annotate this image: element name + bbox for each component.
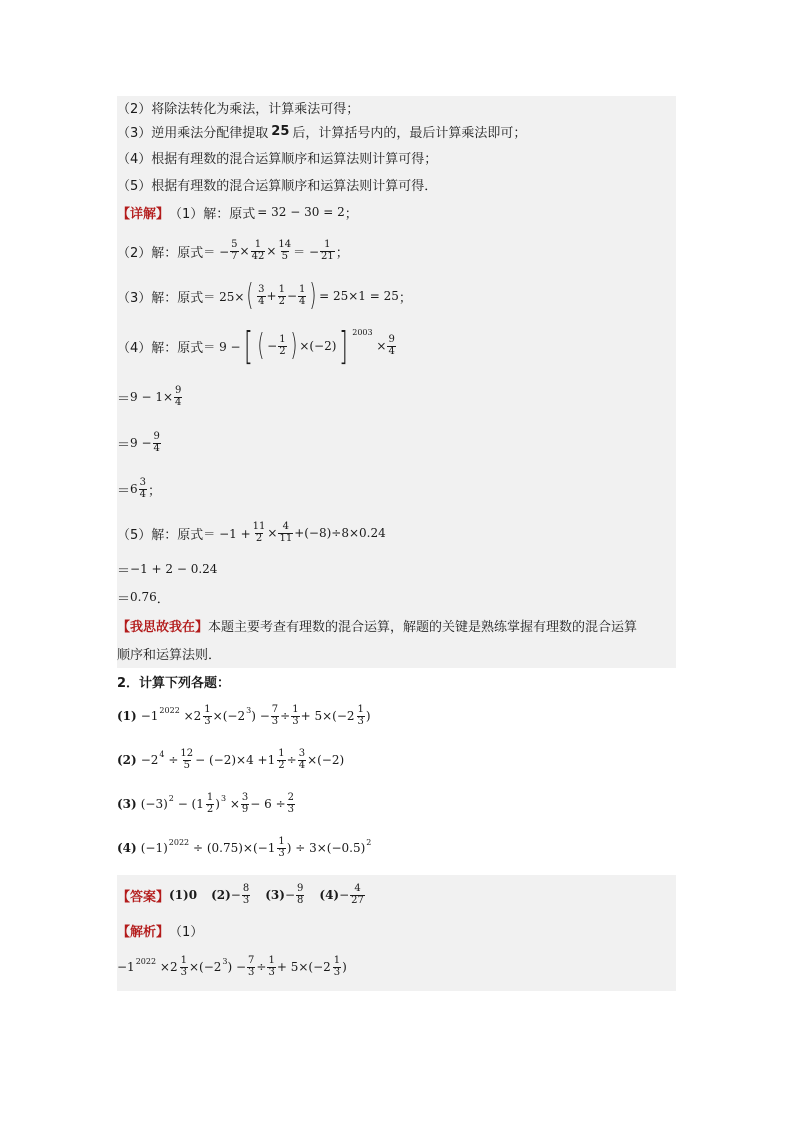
detail-step-5b: ＝ 0.76 ． — [117, 590, 170, 607]
detail-step-5: （5）解：原式 ＝ −1 + $\frac{11}{2}$ × $\frac{4}{11}$ +(−8)÷8×0.24 — [117, 521, 386, 544]
problem-2 — [117, 670, 676, 870]
detail-step-1: 【详解】 （1）解：原式 = 32 − 30 = 2 ； — [117, 205, 358, 222]
analysis-header: 【解析】 （1） — [117, 924, 204, 940]
problem-item-4: (4) (−1) 2022 ÷ (0.75)×(− 1 $\frac{1}{3}$ ) ÷ 3×(−0.5) 2 — [117, 836, 372, 859]
detail-step-5a: ＝ −1 + 2 − 0.24 — [117, 562, 218, 579]
detail-step-3: （3）解：原式 ＝ 25× ( $\frac{3}{4}$ + $\frac{1}{2}$ − $\frac{1}{4}$ ) = 25×1 = 25 ； — [117, 278, 412, 313]
detail-step-4b: ＝ 9 − $\frac{9}{4}$ — [117, 431, 160, 454]
detail-step-4a: ＝ 9 − 1× $\frac{9}{4}$ — [117, 385, 182, 408]
detail-step-4c: ＝ 6 $\frac{3}{4}$ ； — [117, 477, 162, 500]
analysis-line-4: （4）根据有理数的混合运算顺序和运算法则计算可得； — [117, 151, 438, 167]
analysis-expr: −1 2022 × 2 $\frac{1}{3}$ ×(−2 3 ) − $\frac{7}{3}$ ÷ $\frac{1}{3}$ + 5×(− 2 $\frac{1}{3}$ ) — [117, 955, 347, 978]
problem-item-3: (3) (−3) 2 − ( 1 $\frac{1}{2}$ ) 3 × $\frac{3}{9}$ − 6 ÷ $\frac{2}{3}$ — [117, 792, 295, 815]
answer-line: 【答案】 (1)0 (2) − $\frac{8}{3}$ (3) − $\frac{9}{8}$ (4) − $\frac{4}{27}$ — [117, 883, 364, 906]
reflect-line-1: 【我思故我在】 本题主要考查有理数的混合运算，解题的关键是熟练掌握有理数的混合运算 — [117, 619, 638, 635]
problem-item-2: (2) −2 4 ÷ $\frac{12}{5}$ − (−2)×4 + 1 $\frac{1}{2}$ ÷ $\frac{3}{4}$ ×(−2) — [117, 748, 345, 771]
problem-item-1: (1) −1 2022 × 2 $\frac{1}{3}$ ×(−2 3 ) − $\frac{7}{3}$ ÷ $\frac{1}{3}$ + 5×(− 2 $\frac{1}{3}$ ) — [117, 704, 371, 727]
analysis-line-5: （5）根据有理数的混合运算顺序和运算法则计算可得． — [117, 178, 438, 194]
reflect-line-2: 顺序和运算法则． — [117, 647, 222, 663]
detail-step-4: （4）解：原式 ＝ 9 − [ ( − $\frac{1}{2}$ ) ×(−2) ] 2003 × $\frac{9}{4}$ — [117, 324, 395, 368]
problem-title: 2．计算下列各题： — [117, 675, 231, 691]
detail-step-2: （2）解：原式 ＝ − $\frac{5}{7}$ × $\frac{1}{42}$ × $\frac{14}{5}$ ＝ − $\frac{1}{21}$ ； — [117, 239, 349, 262]
analysis-line-3: （3）逆用乘法分配律提取 25 后，计算括号内的，最后计算乘法即可； — [117, 123, 527, 141]
analysis-line-2: （2）将除法转化为乘法，计算乘法可得； — [117, 101, 360, 117]
solution-block — [117, 96, 676, 668]
answer-block — [117, 875, 676, 991]
